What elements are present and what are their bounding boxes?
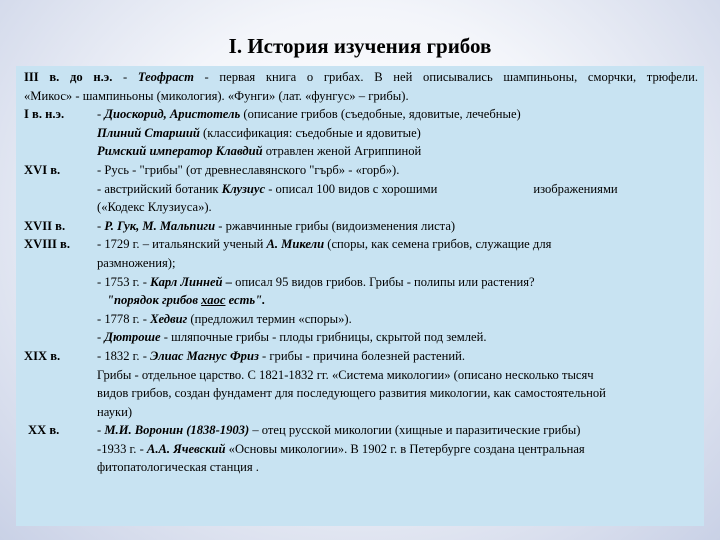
text-line	[24, 161, 698, 180]
text-span: изображениями	[533, 181, 618, 196]
scientist-name: Клузиус	[221, 181, 266, 196]
text-cell	[97, 142, 698, 161]
text-cell	[97, 124, 698, 143]
text-span: - 1778 г. -	[97, 311, 151, 326]
period-label-empty	[24, 142, 97, 161]
text-line	[24, 421, 698, 440]
text-span: -	[97, 107, 105, 122]
text-line	[24, 384, 698, 403]
text-cell	[97, 347, 698, 366]
text-cell: видов грибов, создан фундамент для последующего развития микологии, как самостоятельной	[97, 386, 606, 401]
text-span: - грибы - причина болезней растений.	[258, 348, 465, 363]
text-span: -	[97, 423, 105, 438]
text-cell	[97, 273, 698, 292]
scientist-name: Плиний Старший	[97, 125, 200, 140]
scientist-name: Элиас Магнус Фриз	[150, 348, 259, 363]
underlined-word: хаос	[201, 293, 226, 308]
period-label-empty	[24, 310, 97, 329]
text-span: (споры, как семена грибов, служащие для	[324, 237, 552, 252]
text-span: - первая книга о грибах. В ней описывались шампиньоны, сморчки, трюфели.	[193, 70, 698, 84]
page-title: I. История изучения грибов	[228, 34, 492, 58]
text-span: -	[97, 218, 105, 233]
text-span: - 1729 г. – итальянский ученый	[97, 237, 267, 252]
period-label-empty	[24, 403, 97, 422]
text-span: -	[112, 70, 138, 84]
text-line	[24, 366, 698, 385]
text-span: (классификация: съедобные и ядовитые)	[199, 125, 421, 140]
scientist-name: А. Микели	[266, 237, 325, 252]
period-label: XX в.	[28, 423, 60, 438]
scientist-name: Теофраст	[137, 70, 194, 84]
text-line	[24, 328, 698, 347]
text-cell	[97, 421, 698, 440]
text-cell: размножения);	[97, 255, 176, 270]
period-label-empty	[24, 458, 97, 477]
text-line	[24, 403, 698, 422]
scientist-name: Хедвиг	[150, 311, 188, 326]
scientist-name: М.И. Воронин (1838-1903)	[104, 423, 250, 438]
period-label-empty	[24, 291, 97, 310]
text-line	[24, 254, 698, 273]
scientist-name: Римский император Клавдий	[97, 144, 263, 159]
scientist-name: Р. Гук, М. Мальпиги	[104, 218, 216, 233]
text-span: (предложил термин «споры»).	[187, 311, 352, 326]
text-line	[24, 440, 698, 459]
text-line	[24, 291, 698, 310]
text-cell: науки)	[97, 404, 133, 419]
text-cell	[97, 328, 698, 347]
text-line	[24, 105, 698, 124]
period-label-empty	[24, 124, 97, 143]
text-cell	[97, 310, 698, 329]
period-label-empty	[24, 384, 97, 403]
text-span: -	[97, 330, 105, 345]
period-label-empty	[24, 273, 97, 292]
scientist-name: А.А. Ячевский	[146, 441, 226, 456]
period-label-empty	[24, 180, 97, 199]
text-span: - 1753 г. -	[97, 274, 151, 289]
text-cell: Грибы - отдельное царство. С 1821-1832 гг. «Система микологии» (описано несколько тысяч	[97, 367, 594, 382]
scientist-name: Карл Линней –	[150, 274, 232, 289]
text-cell	[97, 217, 698, 236]
period-label: I в. н.э.	[24, 107, 65, 122]
period-label: XVII в.	[24, 218, 66, 233]
text-line	[24, 68, 698, 87]
text-span: (описание грибов (съедобные, ядовитые, лечебные)	[240, 107, 521, 122]
text-cell: фитопатологическая станция .	[97, 460, 259, 475]
scientist-name: Диоскорид, Аристотель	[104, 107, 241, 122]
text-span: отравлен женой Агриппиной	[262, 144, 422, 159]
text-line	[24, 180, 698, 199]
text-span: есть".	[225, 293, 266, 308]
period-label-empty	[24, 198, 97, 217]
text-span: - австрийский ботаник	[97, 181, 222, 196]
period-label-empty	[24, 440, 97, 459]
text-line	[24, 235, 698, 254]
scientist-name: Дютроше	[104, 330, 161, 345]
text-span: - описал 100 видов с хорошими	[265, 181, 438, 196]
text-span: «Основы микологии». В 1902 г. в Петербурге создана центральная	[225, 441, 585, 456]
period-label-empty	[24, 366, 97, 385]
text-cell: («Кодекс Клузиуса»).	[97, 200, 212, 215]
text-line	[24, 124, 698, 143]
text-line	[24, 142, 698, 161]
text-line	[24, 347, 698, 366]
history-text	[24, 68, 698, 477]
text-span: описал 95 видов грибов. Грибы - полипы или растения?	[232, 274, 535, 289]
text-cell	[97, 440, 698, 459]
text-span: - ржавчинные грибы (видоизменения листа)	[215, 218, 456, 233]
text-line	[24, 458, 698, 477]
text-span: - 1832 г. -	[97, 348, 151, 363]
period-label-empty	[24, 328, 97, 347]
text-line	[24, 198, 698, 217]
period-label: XVI в.	[24, 162, 61, 177]
text-span: "порядок грибов	[107, 293, 202, 308]
text-span: – отец русской микологии (хищные и паразитические грибы)	[249, 423, 581, 438]
text-line	[24, 273, 698, 292]
text-line	[24, 217, 698, 236]
period-label: III в. до н.э.	[24, 70, 113, 84]
text-span: - шляпочные грибы - плоды грибницы, скрытой под землей.	[160, 330, 487, 345]
text-span: -1933 г. -	[97, 441, 147, 456]
text-cell	[97, 235, 698, 254]
text-cell: - Русь - "грибы" (от древнеславянского "гърб» - «горб»).	[97, 162, 400, 177]
period-label: XVIII в.	[24, 237, 70, 252]
content-panel	[16, 66, 704, 526]
period-label-empty	[24, 254, 97, 273]
text-cell	[97, 105, 698, 124]
text-cell	[97, 180, 698, 199]
quote	[97, 291, 698, 310]
period-label: XIX в.	[24, 348, 61, 363]
text-line: «Микос» - шампиньоны (микология). «Фунги» (лат. «фунгус» – грибы).	[24, 88, 409, 103]
text-line	[24, 310, 698, 329]
